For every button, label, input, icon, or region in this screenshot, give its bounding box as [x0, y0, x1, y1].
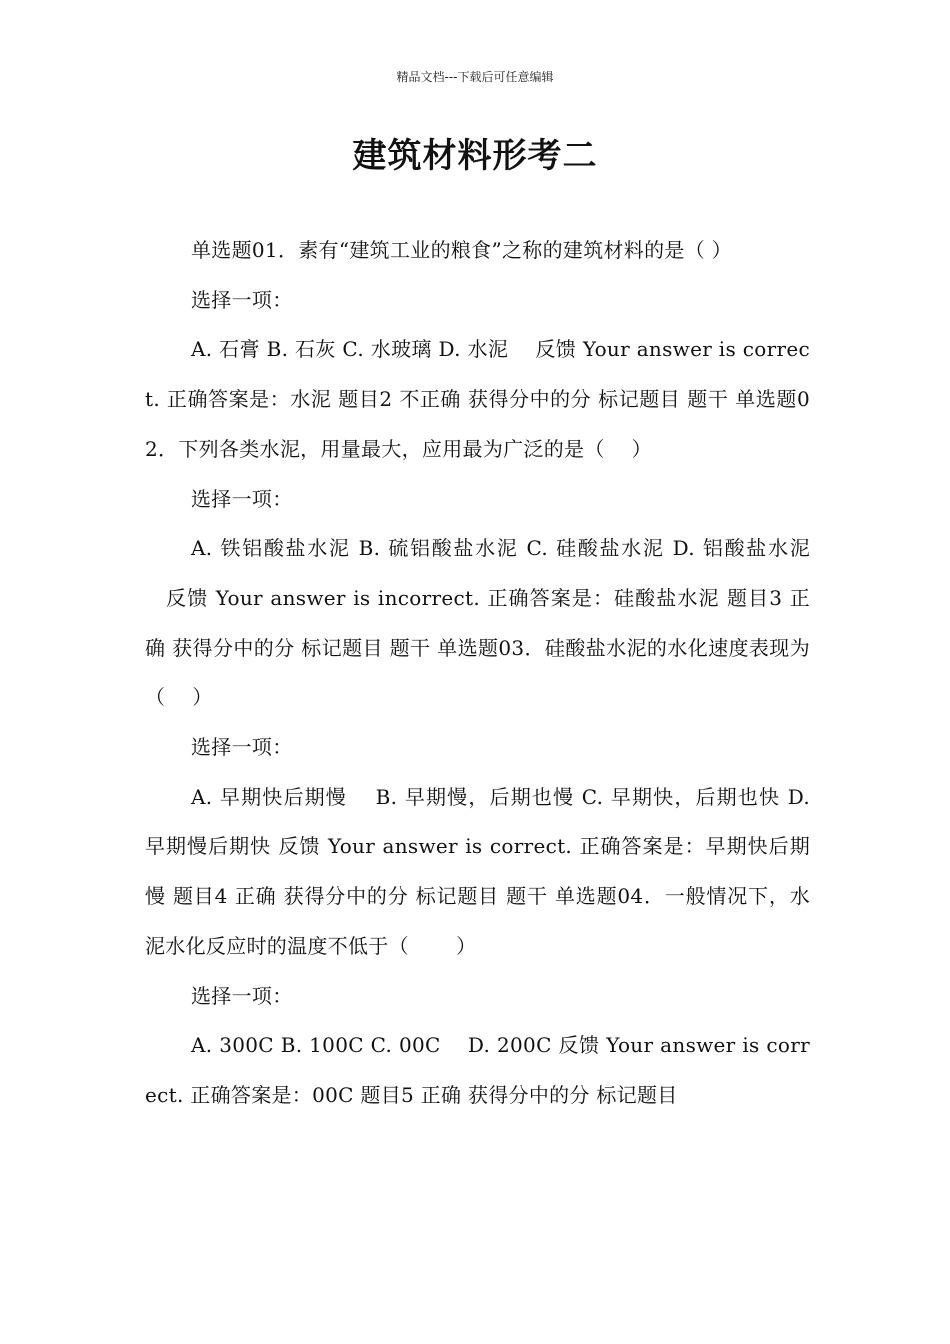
question-4-options-feedback: A. 300C B. 100C C. 00C D. 200C 反馈 Your answer is correct. 正确答案是：00C 题目5 正确 获得分中的分 标记题目	[145, 1033, 810, 1107]
choose-one-label: 选择一项：	[191, 735, 293, 760]
page-header-note: 精品文档---下载后可任意编辑	[396, 70, 554, 84]
choose-one-label: 选择一项：	[191, 486, 293, 511]
question-1-stem: 单选题01．素有“建筑工业的粮食”之称的建筑材料的是（ ）	[191, 238, 732, 262]
document-body	[145, 226, 810, 1121]
question-3-options-feedback: A. 早期快后期慢 B. 早期慢，后期也慢 C. 早期快，后期也快 D. 早期慢后期快 反馈 Your answer is correct. 正确答案是：早期快后期慢 题目4 正确 获得分中的分 标记题目 题干 单选题04．一般情况下，水泥水化反应时的温度不低于（ ）	[145, 784, 810, 958]
choose-one-label: 选择一项：	[191, 287, 293, 312]
question-1-options-feedback: A. 石膏 B. 石灰 C. 水玻璃 D. 水泥 反馈 Your answer is correct. 正确答案是：水泥 题目2 不正确 获得分中的分 标记题目 题干 单选题02．下列各类水泥，用量最大，应用最为广泛的是（ ）	[145, 337, 810, 461]
question-2-options-feedback: A. 铁铝酸盐水泥 B. 硫铝酸盐水泥 C. 硅酸盐水泥 D. 铝酸盐水泥 反馈 Your answer is incorrect. 正确答案是：硅酸盐水泥 题目3 正确 获得分中的分 标记题目 题干 单选题03．硅酸盐水泥的水化速度表现为（ ）	[145, 536, 810, 710]
document-title: 建筑材料形考二	[352, 136, 598, 176]
choose-one-label: 选择一项：	[191, 983, 293, 1008]
